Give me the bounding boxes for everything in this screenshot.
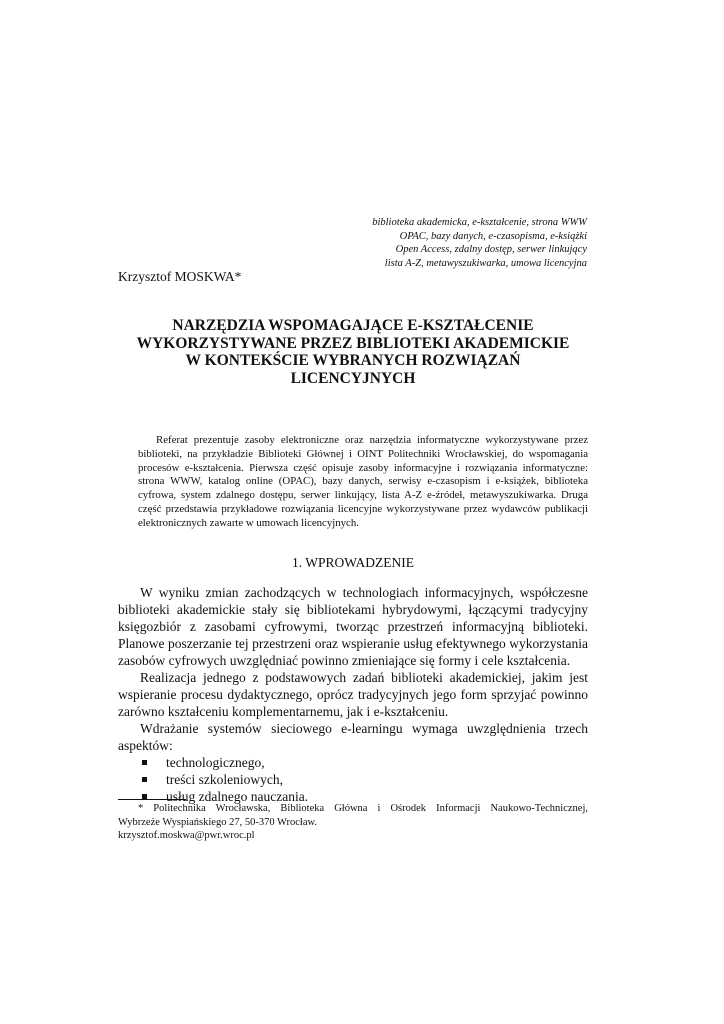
paragraph-line: zarówno kształceniu komplementarnemu, jak i e-kształceniu.	[118, 704, 449, 719]
paragraph-line: wspieranie procesu dydaktycznego, oprócz tradycyjnych jego form sprzyjać powinno	[118, 687, 588, 702]
list-item	[118, 754, 588, 771]
footnote-divider	[118, 799, 186, 800]
square-bullet-icon	[142, 760, 147, 765]
keywords-line: Open Access, zdalny dostęp, serwer linkujący	[395, 244, 587, 256]
abstract-line: elektronicznych zawarte w umowach licencyjnych.	[138, 516, 359, 529]
paragraph-line: Wdrażanie systemów sieciowego e-learningu wymaga uwzględnienia trzech	[140, 721, 588, 736]
paragraph-line: aspektów:	[118, 738, 173, 753]
footnote	[118, 802, 588, 843]
section-heading: 1. WPROWADZENIE	[292, 555, 414, 570]
keywords-line: OPAC, bazy danych, e-czasopisma, e-książki	[399, 230, 587, 242]
abstract	[138, 434, 588, 531]
footnote-line: * Politechnika Wrocławska, Biblioteka Główna i Ośrodek Informacji Naukowo-Technicznej,	[138, 803, 588, 814]
paragraph-line: Realizacja jednego z podstawowych zadań biblioteki akademickiej, jakim jest	[140, 670, 588, 685]
paragraph-line: Planowe poszerzanie tej przestrzeni oraz wspieranie usług efektywnego wykorzystania	[118, 636, 588, 651]
paragraph	[118, 720, 588, 754]
title-line: NARZĘDZIA WSPOMAGAJĄCE E-KSZTAŁCENIE	[172, 317, 534, 334]
paragraph	[118, 584, 588, 669]
keywords-block	[227, 216, 587, 270]
list-item-text: technologicznego,	[166, 755, 265, 770]
paragraph	[118, 669, 588, 720]
abstract-line: strona WWW, katalog online (OPAC), bazy danych, serwisy e-czasopism i e-książek, biblioteka	[138, 475, 588, 488]
paragraph-line: zasobów cyfrowych uwzględniać powinno zmieniające się formy i cele kształcenia.	[118, 653, 571, 668]
abstract-line: część przedstawia przykładowe rozwiązania licencyjne wykorzystywane przez wydawców publikacji	[138, 502, 588, 515]
list-item-text: treści szkoleniowych,	[166, 772, 283, 787]
bullet-list	[118, 754, 588, 805]
abstract-line: cyfrowa, system zdalnego dostępu, serwer linkujący, lista A-Z e-źródeł, metawyszukiwarka. Druga	[138, 489, 588, 502]
list-item-text: usług zdalnego nauczania.	[166, 789, 309, 804]
paragraph-line: biblioteki akademickie stały się bibliotekami hybrydowymi, łączącymi tradycyjny	[118, 602, 588, 617]
footnote-line: Wybrzeże Wyspiańskiego 27, 50-370 Wrocław.	[118, 816, 318, 828]
keywords-line: biblioteka akademicka, e-kształcenie, strona WWW	[372, 217, 587, 228]
paper-title	[118, 317, 588, 387]
title-line: LICENCYJNYCH	[290, 369, 416, 387]
square-bullet-icon	[142, 777, 147, 782]
paragraph-line: W wyniku zmian zachodzących w technologiach informacyjnych, współczesne	[140, 585, 588, 600]
keywords-line: lista A-Z, metawyszukiwarka, umowa licencyjna	[384, 257, 587, 269]
author-name: Krzysztof MOSKWA*	[118, 269, 242, 284]
title-line: W KONTEKŚCIE WYBRANYCH ROZWIĄZAŃ	[185, 352, 521, 369]
abstract-line: biblioteki, na przykładzie Biblioteki Głównej i OINT Politechniki Wrocławskiej, do wspomagania	[138, 447, 588, 460]
list-item	[118, 771, 588, 788]
abstract-line: procesów e-kształcenia. Pierwsza część opisuje zasoby informacyjne i rozwiązania informatyczne:	[138, 461, 588, 474]
body-text	[118, 584, 588, 805]
paragraph-line: księgozbiór z zasobami cyfrowymi, tworząc przestrzeń informacyjną biblioteki.	[118, 619, 588, 634]
title-line: WYKORZYSTYWANE PRZEZ BIBLIOTEKI AKADEMICKIE	[136, 334, 570, 352]
abstract-line: Referat prezentuje zasoby elektroniczne oraz narzędzia informatyczne wykorzystywane przez	[156, 434, 588, 446]
author-email: krzysztof.moskwa@pwr.wroc.pl	[118, 830, 255, 841]
